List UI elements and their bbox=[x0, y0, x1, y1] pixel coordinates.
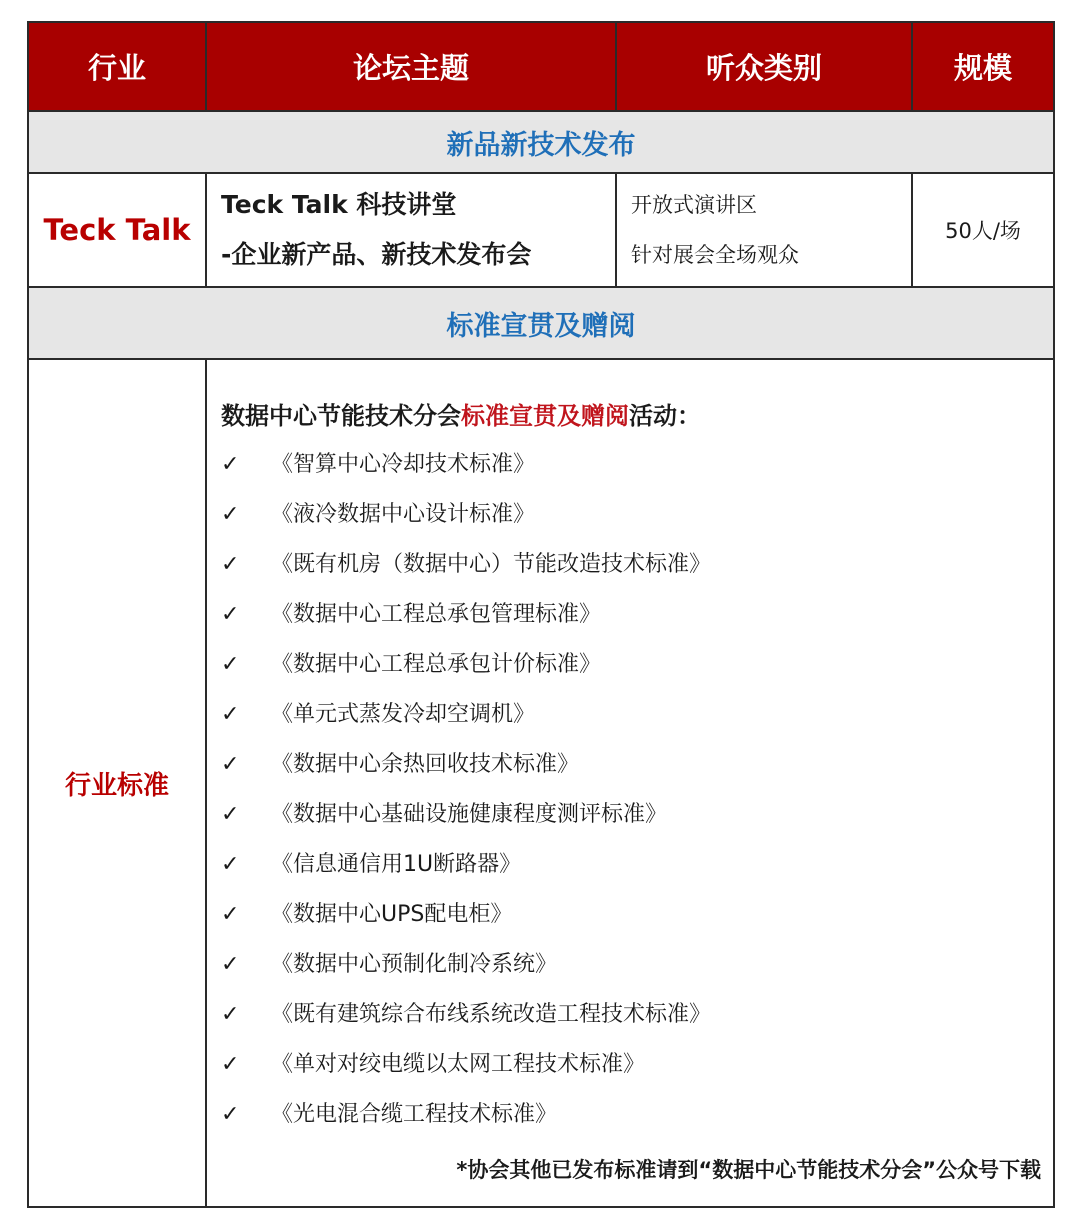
list-item bbox=[221, 548, 711, 598]
check-icon: ✓ bbox=[221, 752, 240, 777]
check-icon: ✓ bbox=[221, 952, 240, 977]
standard-title: 《数据中心基础设施健康程度测评标准》 bbox=[271, 802, 668, 827]
standard-title: 《既有机房（数据中心）节能改造技术标准》 bbox=[271, 552, 712, 577]
forum-table bbox=[27, 21, 1055, 1208]
list-item bbox=[221, 948, 711, 998]
intro-suffix: 活动： bbox=[629, 402, 701, 430]
header-scale: 规模 bbox=[912, 22, 1054, 111]
standards-content bbox=[206, 359, 1054, 1207]
standard-title: 《数据中心工程总承包管理标准》 bbox=[271, 602, 602, 627]
standard-title: 《液冷数据中心设计标准》 bbox=[271, 502, 536, 527]
list-item bbox=[221, 498, 711, 548]
check-icon: ✓ bbox=[221, 702, 240, 727]
list-item bbox=[221, 898, 711, 948]
header-audience: 听众类别 bbox=[616, 22, 912, 111]
check-icon: ✓ bbox=[221, 1052, 240, 1077]
table-row-industry-standards bbox=[28, 359, 1054, 1207]
teck-talk-topic bbox=[206, 173, 616, 287]
check-icon: ✓ bbox=[221, 1102, 240, 1127]
section-title-standards: 标准宣贯及赠阅 bbox=[28, 287, 1054, 359]
check-icon: ✓ bbox=[221, 802, 240, 827]
check-icon: ✓ bbox=[221, 902, 240, 927]
header-industry: 行业 bbox=[28, 22, 206, 111]
table-row-teck-talk bbox=[28, 173, 1054, 287]
check-icon: ✓ bbox=[221, 652, 240, 677]
standard-title: 《单元式蒸发冷却空调机》 bbox=[271, 702, 536, 727]
intro-highlight: 标准宣贯及赠阅 bbox=[461, 402, 629, 430]
standards-list bbox=[221, 448, 711, 1148]
standard-title: 《单对对绞电缆以太网工程技术标准》 bbox=[271, 1052, 646, 1077]
standards-intro bbox=[221, 396, 701, 431]
teck-talk-audience-line2: 针对展会全场观众 bbox=[631, 243, 799, 267]
teck-talk-audience bbox=[616, 173, 912, 287]
list-item bbox=[221, 698, 711, 748]
standard-title: 《智算中心冷却技术标准》 bbox=[271, 452, 536, 477]
standard-title: 《信息通信用1U断路器》 bbox=[271, 852, 522, 877]
standards-industry: 行业标准 bbox=[28, 359, 206, 1207]
list-item bbox=[221, 998, 711, 1048]
list-item bbox=[221, 848, 711, 898]
check-icon: ✓ bbox=[221, 602, 240, 627]
standard-title: 《数据中心工程总承包计价标准》 bbox=[271, 652, 602, 677]
list-item bbox=[221, 748, 711, 798]
check-icon: ✓ bbox=[221, 852, 240, 877]
standard-title: 《数据中心余热回收技术标准》 bbox=[271, 752, 580, 777]
list-item bbox=[221, 448, 711, 498]
check-icon: ✓ bbox=[221, 552, 240, 577]
list-item bbox=[221, 798, 711, 848]
intro-prefix: 数据中心节能技术分会 bbox=[221, 402, 461, 430]
table-header-row bbox=[28, 22, 1054, 111]
download-note: *协会其他已发布标准请到“数据中心节能技术分会”公众号下载 bbox=[456, 1158, 1041, 1182]
teck-talk-industry: Teck Talk bbox=[28, 173, 206, 287]
standard-title: 《光电混合缆工程技术标准》 bbox=[271, 1102, 558, 1127]
header-forum-topic: 论坛主题 bbox=[206, 22, 616, 111]
check-icon: ✓ bbox=[221, 502, 240, 527]
list-item bbox=[221, 1098, 711, 1148]
check-icon: ✓ bbox=[221, 1002, 240, 1027]
list-item bbox=[221, 1048, 711, 1098]
teck-talk-scale: 50人/场 bbox=[912, 173, 1054, 287]
list-item bbox=[221, 598, 711, 648]
section-row-new-products bbox=[28, 111, 1054, 173]
check-icon: ✓ bbox=[221, 452, 240, 477]
teck-talk-topic-line1: Teck Talk 科技讲堂 bbox=[221, 190, 457, 219]
teck-talk-topic-line2: -企业新产品、新技术发布会 bbox=[221, 240, 532, 269]
standard-title: 《既有建筑综合布线系统改造工程技术标准》 bbox=[271, 1002, 712, 1027]
teck-talk-audience-line1: 开放式演讲区 bbox=[631, 193, 757, 217]
section-title-new-products: 新品新技术发布 bbox=[28, 111, 1054, 173]
standard-title: 《数据中心UPS配电柜》 bbox=[271, 902, 513, 927]
section-row-standards bbox=[28, 287, 1054, 359]
list-item bbox=[221, 648, 711, 698]
standard-title: 《数据中心预制化制冷系统》 bbox=[271, 952, 558, 977]
